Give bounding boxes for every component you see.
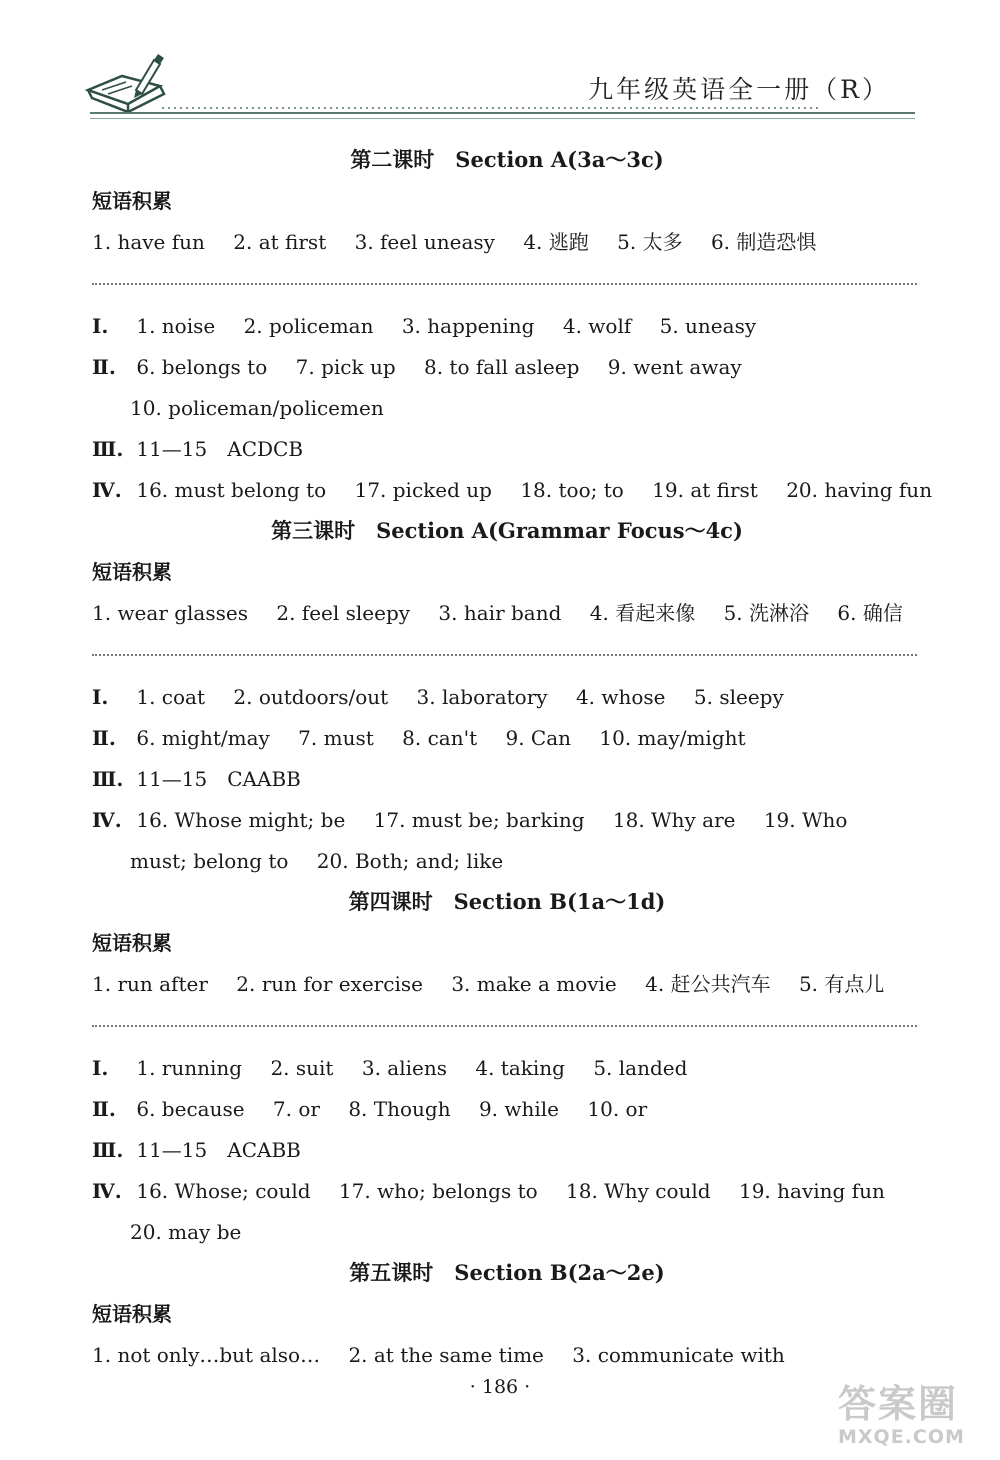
exercise-line — [92, 759, 922, 800]
header-rule-thin — [90, 118, 915, 119]
answer-item: 2. policeman — [243, 314, 374, 338]
exercise-line — [92, 388, 922, 429]
phrase-item: 5. 洗淋浴 — [723, 601, 810, 625]
answer-item: 16. Whose might; be — [136, 808, 346, 832]
exercise-line — [92, 1048, 922, 1089]
answer-item: 1. noise — [136, 314, 216, 338]
phrase-heading: 短语积累 — [92, 189, 172, 213]
phrase-item: 3. make a movie — [451, 972, 617, 996]
phrase-item: 5. 有点儿 — [798, 972, 885, 996]
phrase-line — [92, 1335, 922, 1376]
answer-item: 11—15 ACDCB — [136, 437, 304, 461]
answer-item: 18. Why could — [566, 1179, 711, 1203]
dotted-divider — [92, 654, 917, 657]
answer-item: must; belong to — [130, 849, 289, 873]
exercise-number: Ⅳ. — [92, 1179, 122, 1203]
phrase-line — [92, 222, 922, 263]
exercise-line — [92, 429, 922, 470]
answer-item: 7. must — [298, 726, 374, 750]
phrase-heading: 短语积累 — [92, 1302, 172, 1326]
answer-item: 20. having fun — [786, 478, 933, 502]
answer-item: 11—15 CAABB — [136, 767, 301, 791]
phrase-item: 3. feel uneasy — [354, 230, 495, 254]
phrase-item: 2. at first — [233, 230, 327, 254]
answer-item: 17. who; belongs to — [338, 1179, 538, 1203]
lesson-title: 第二课时 Section A(3a～3c) — [350, 147, 664, 172]
exercise-number: Ⅰ. — [92, 1056, 109, 1080]
answer-item: 9. while — [478, 1097, 560, 1121]
exercise-number: Ⅳ. — [92, 478, 122, 502]
answer-item: 10. may/might — [599, 726, 746, 750]
answer-item: 1. running — [136, 1056, 243, 1080]
answer-item: 19. Who — [763, 808, 848, 832]
phrase-heading: 短语积累 — [92, 560, 172, 584]
exercise-line — [92, 1130, 922, 1171]
answer-item: 18. Why are — [612, 808, 736, 832]
phrase-item: 2. feel sleepy — [276, 601, 411, 625]
answer-item: 8. Though — [348, 1097, 451, 1121]
answer-item: 10. or — [587, 1097, 648, 1121]
phrase-item: 4. 逃跑 — [523, 230, 589, 254]
exercise-line — [92, 1089, 922, 1130]
answer-item: 11—15 ACABB — [136, 1138, 301, 1162]
exercise-line — [92, 800, 922, 841]
answer-item: 20. may be — [130, 1220, 242, 1244]
exercise-number: Ⅰ. — [92, 314, 109, 338]
answer-item: 7. pick up — [295, 355, 396, 379]
exercise-line — [92, 347, 922, 388]
answer-content — [92, 140, 933, 1376]
phrase-line — [92, 593, 922, 634]
exercise-line — [92, 1171, 922, 1212]
phrase-item: 1. not only…but also… — [92, 1343, 321, 1367]
answer-item: 8. can't — [402, 726, 478, 750]
exercise-line — [92, 718, 922, 759]
answer-item: 4. wolf — [562, 314, 632, 338]
answer-item: 17. must be; barking — [373, 808, 585, 832]
phrase-item: 4. 赶公共汽车 — [645, 972, 771, 996]
header-dot-rule — [160, 106, 820, 110]
exercise-number: Ⅰ. — [92, 685, 109, 709]
answer-item: 5. landed — [593, 1056, 688, 1080]
phrase-item: 3. hair band — [438, 601, 562, 625]
answer-item: 6. belongs to — [136, 355, 268, 379]
exercise-line — [92, 1212, 922, 1253]
lesson-title: 第五课时 Section B(2a～2e) — [349, 1260, 665, 1285]
exercise-number: Ⅱ. — [92, 1097, 116, 1121]
exercise-line — [92, 677, 922, 718]
exercise-number: Ⅲ. — [92, 437, 124, 461]
lesson-title: 第四课时 Section B(1a～1d) — [348, 889, 666, 914]
phrase-item: 6. 确信 — [837, 601, 903, 625]
answer-item: 9. Can — [505, 726, 572, 750]
notebook-pen-logo-icon — [82, 46, 174, 122]
phrase-item: 1. have fun — [92, 230, 205, 254]
answer-item: 3. aliens — [361, 1056, 447, 1080]
answer-item: 18. too; to — [520, 478, 624, 502]
answer-item: 17. picked up — [354, 478, 492, 502]
answer-item: 1. coat — [136, 685, 206, 709]
exercise-line — [92, 470, 933, 511]
exercise-number: Ⅳ. — [92, 808, 122, 832]
answer-item: 2. outdoors/out — [233, 685, 389, 709]
answer-item: 6. because — [136, 1097, 245, 1121]
answer-item: 19. at first — [652, 478, 758, 502]
answer-item: 8. to fall asleep — [423, 355, 580, 379]
exercise-number: Ⅱ. — [92, 726, 116, 750]
answer-item: 10. policeman/policemen — [130, 396, 384, 420]
answer-item: 4. taking — [475, 1056, 565, 1080]
answer-item: 16. must belong to — [136, 478, 327, 502]
answer-item: 3. happening — [401, 314, 535, 338]
answer-item: 7. or — [272, 1097, 320, 1121]
exercise-line — [92, 841, 922, 882]
lesson-title: 第三课时 Section A(Grammar Focus～4c) — [271, 518, 743, 543]
answer-item: 20. Both; and; like — [316, 849, 504, 873]
dotted-divider — [92, 283, 917, 286]
phrase-item: 4. 看起来像 — [589, 601, 696, 625]
phrase-item: 3. communicate with — [572, 1343, 785, 1367]
exercise-line — [92, 306, 922, 347]
phrase-item: 6. 制造恐惧 — [710, 230, 817, 254]
dotted-divider — [92, 1025, 917, 1028]
watermark-site: MXQE.COM — [838, 1426, 965, 1448]
phrase-item: 1. wear glasses — [92, 601, 248, 625]
answer-item: 19. having fun — [738, 1179, 885, 1203]
page-number: · 186 · — [469, 1376, 531, 1398]
watermark-logo-text: 答案圈 — [838, 1382, 959, 1426]
answer-item: 6. might/may — [136, 726, 270, 750]
header-rule — [90, 112, 915, 114]
phrase-item: 5. 太多 — [617, 230, 683, 254]
phrase-item: 2. run for exercise — [236, 972, 423, 996]
phrase-item: 2. at the same time — [348, 1343, 544, 1367]
book-title: 九年级英语全一册（R） — [588, 75, 890, 104]
answer-item: 3. laboratory — [416, 685, 548, 709]
answer-item: 5. sleepy — [693, 685, 784, 709]
answer-item: 2. suit — [270, 1056, 334, 1080]
exercise-number: Ⅲ. — [92, 1138, 124, 1162]
watermark — [838, 1382, 988, 1454]
answer-item: 4. whose — [575, 685, 666, 709]
phrase-item: 1. run after — [92, 972, 208, 996]
exercise-number: Ⅱ. — [92, 355, 116, 379]
phrase-heading: 短语积累 — [92, 931, 172, 955]
answer-item: 16. Whose; could — [136, 1179, 311, 1203]
page-header — [0, 0, 1000, 140]
answer-item: 9. went away — [607, 355, 742, 379]
exercise-number: Ⅲ. — [92, 767, 124, 791]
answer-item: 5. uneasy — [659, 314, 757, 338]
phrase-line — [92, 964, 922, 1005]
